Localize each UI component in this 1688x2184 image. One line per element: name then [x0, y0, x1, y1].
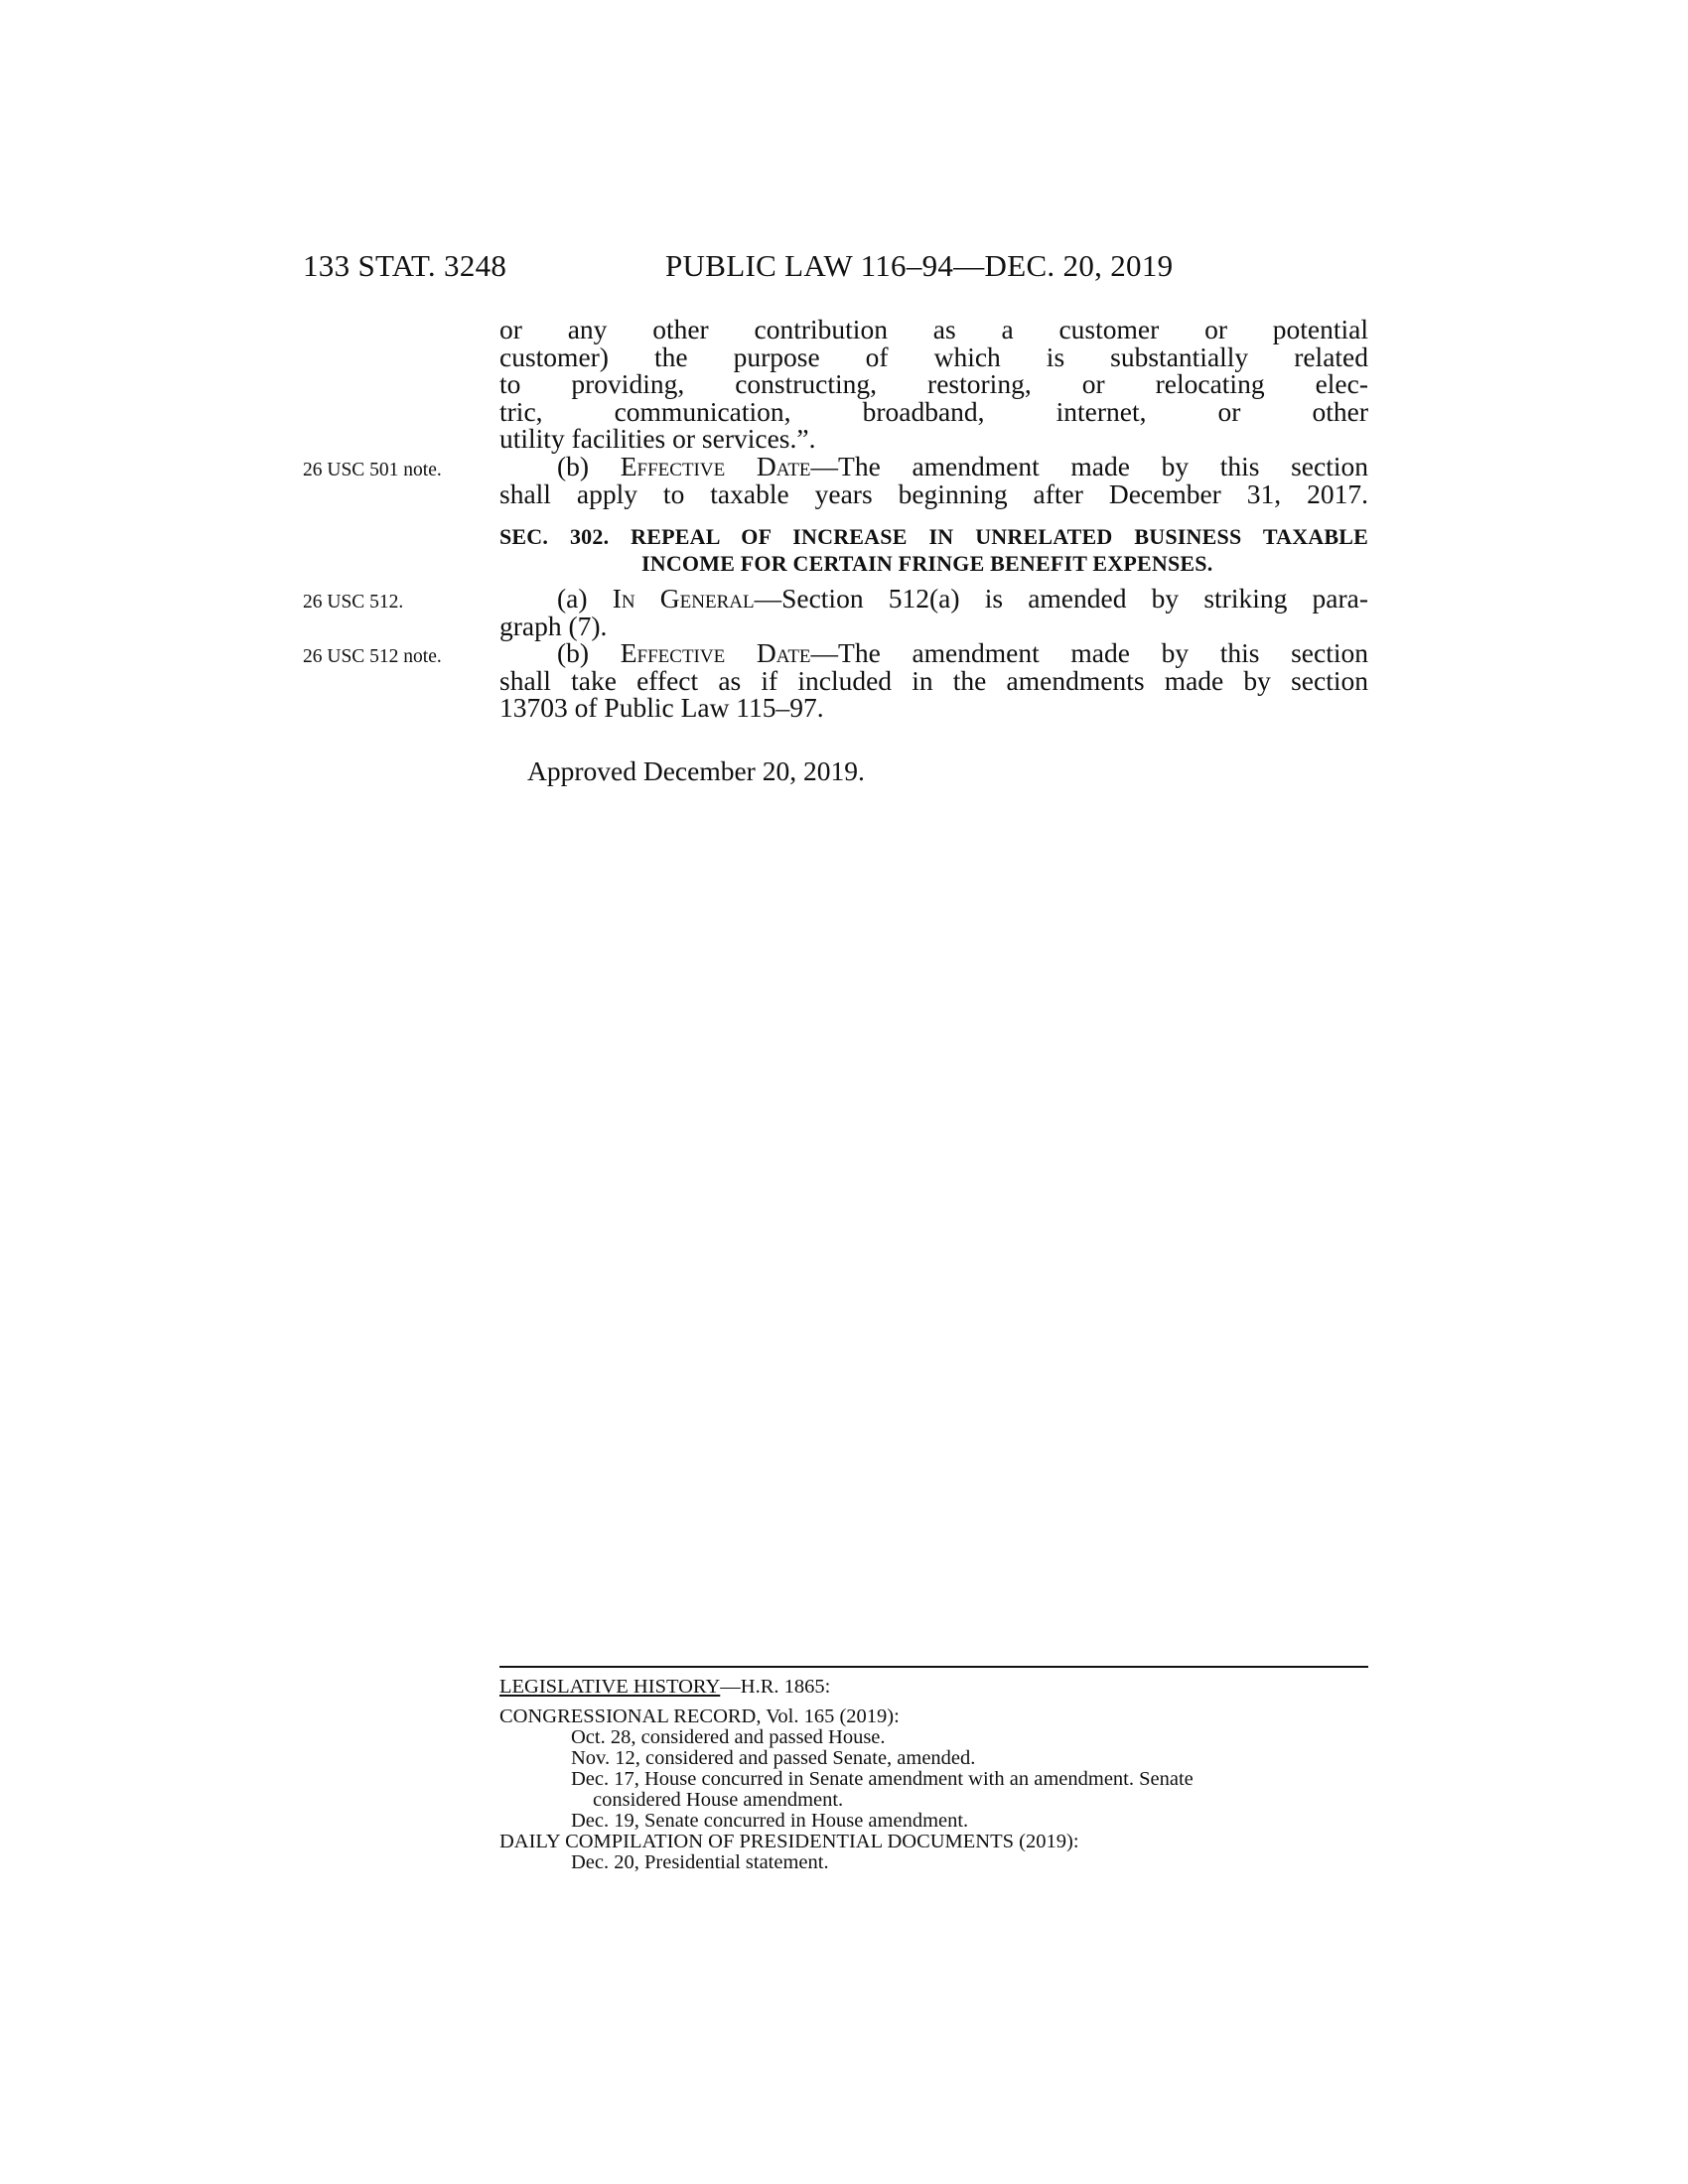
- bill-number: —H.R. 1865:: [720, 1676, 831, 1698]
- margin-note-512: 26 USC 512.: [303, 592, 404, 613]
- continuation-line: customer) the purpose of which is substantially related: [499, 341, 1368, 372]
- paragraph-line: shall take effect as if included in the amendments made by section: [499, 664, 1368, 696]
- continuation-line: or any other contribution as a customer or potential: [499, 314, 1368, 344]
- list-item: Dec. 19, Senate concurred in House amendment.: [571, 1810, 969, 1832]
- section-heading-line: SEC. 302. REPEAL OF INCREASE IN UNRELATED BUSINESS TAXABLE: [499, 524, 1368, 549]
- continuation-line: utility facilities or services.”.: [499, 423, 816, 455]
- section-heading: [499, 523, 1368, 577]
- footnote-divider: [499, 1666, 1368, 1668]
- congressional-record-entries: [571, 1727, 1194, 1832]
- presidential-documents-heading: DAILY COMPILATION OF PRESIDENTIAL DOCUMENTS (2019):: [499, 1831, 1079, 1852]
- continuation-line: to providing, constructing, restoring, or relocating elec-: [499, 368, 1368, 400]
- paragraph-line: [499, 453, 1368, 480]
- list-item: Dec. 17, House concurred in Senate amendment with an amendment. Senate: [571, 1768, 1194, 1790]
- paragraph-text: —The amendment made by this section: [810, 637, 1368, 668]
- paragraph-line: [499, 639, 1368, 667]
- paragraph-line: 13703 of Public Law 115–97.: [499, 692, 824, 724]
- sec302-general-paragraph: [499, 585, 1368, 639]
- subsection-heading: Effective Date: [620, 637, 811, 668]
- subsection-heading: In General: [612, 583, 755, 614]
- legislative-history-title: [499, 1677, 830, 1698]
- sec302-effective-paragraph: [499, 639, 1368, 722]
- subsection-label: (a): [557, 583, 588, 614]
- paragraph-line: shall apply to taxable years beginning after December 31, 2017.: [499, 478, 1368, 509]
- margin-note-501: 26 USC 501 note.: [303, 460, 442, 480]
- list-item: Nov. 12, considered and passed Senate, amended.: [571, 1747, 976, 1769]
- margin-note-512-note: 26 USC 512 note.: [303, 646, 442, 667]
- continuation-line: tric, communication, broadband, internet, or other: [499, 395, 1368, 427]
- presidential-documents-entries: [571, 1852, 829, 1873]
- list-item: Dec. 20, Presidential statement.: [571, 1851, 829, 1873]
- list-item-continuation: considered House amendment.: [593, 1789, 844, 1811]
- paragraph-text: —Section 512(a) is amended by striking para-: [754, 583, 1369, 614]
- paragraph-text: —The amendment made by this section: [810, 451, 1368, 481]
- legislative-history-label: LEGISLATIVE HISTORY: [499, 1676, 721, 1698]
- congressional-record-heading: CONGRESSIONAL RECORD, Vol. 165 (2019):: [499, 1706, 900, 1727]
- subsection-heading: Effective Date: [620, 451, 811, 481]
- approval-date: Approved December 20, 2019.: [527, 755, 865, 786]
- subsection-label: (b): [557, 451, 590, 481]
- continuation-paragraph: [499, 316, 1368, 453]
- stat-page-number: 133 STAT. 3248: [303, 248, 507, 283]
- paragraph-line: [499, 585, 1368, 613]
- paragraph-line: graph (7).: [499, 610, 608, 641]
- subsection-label: (b): [557, 637, 590, 668]
- running-header: PUBLIC LAW 116–94—DEC. 20, 2019: [665, 248, 1174, 283]
- sec301-effective-paragraph: [499, 453, 1368, 507]
- section-heading-line: INCOME FOR CERTAIN FRINGE BENEFIT EXPENSES.: [641, 551, 1213, 576]
- list-item: Oct. 28, considered and passed House.: [571, 1726, 886, 1748]
